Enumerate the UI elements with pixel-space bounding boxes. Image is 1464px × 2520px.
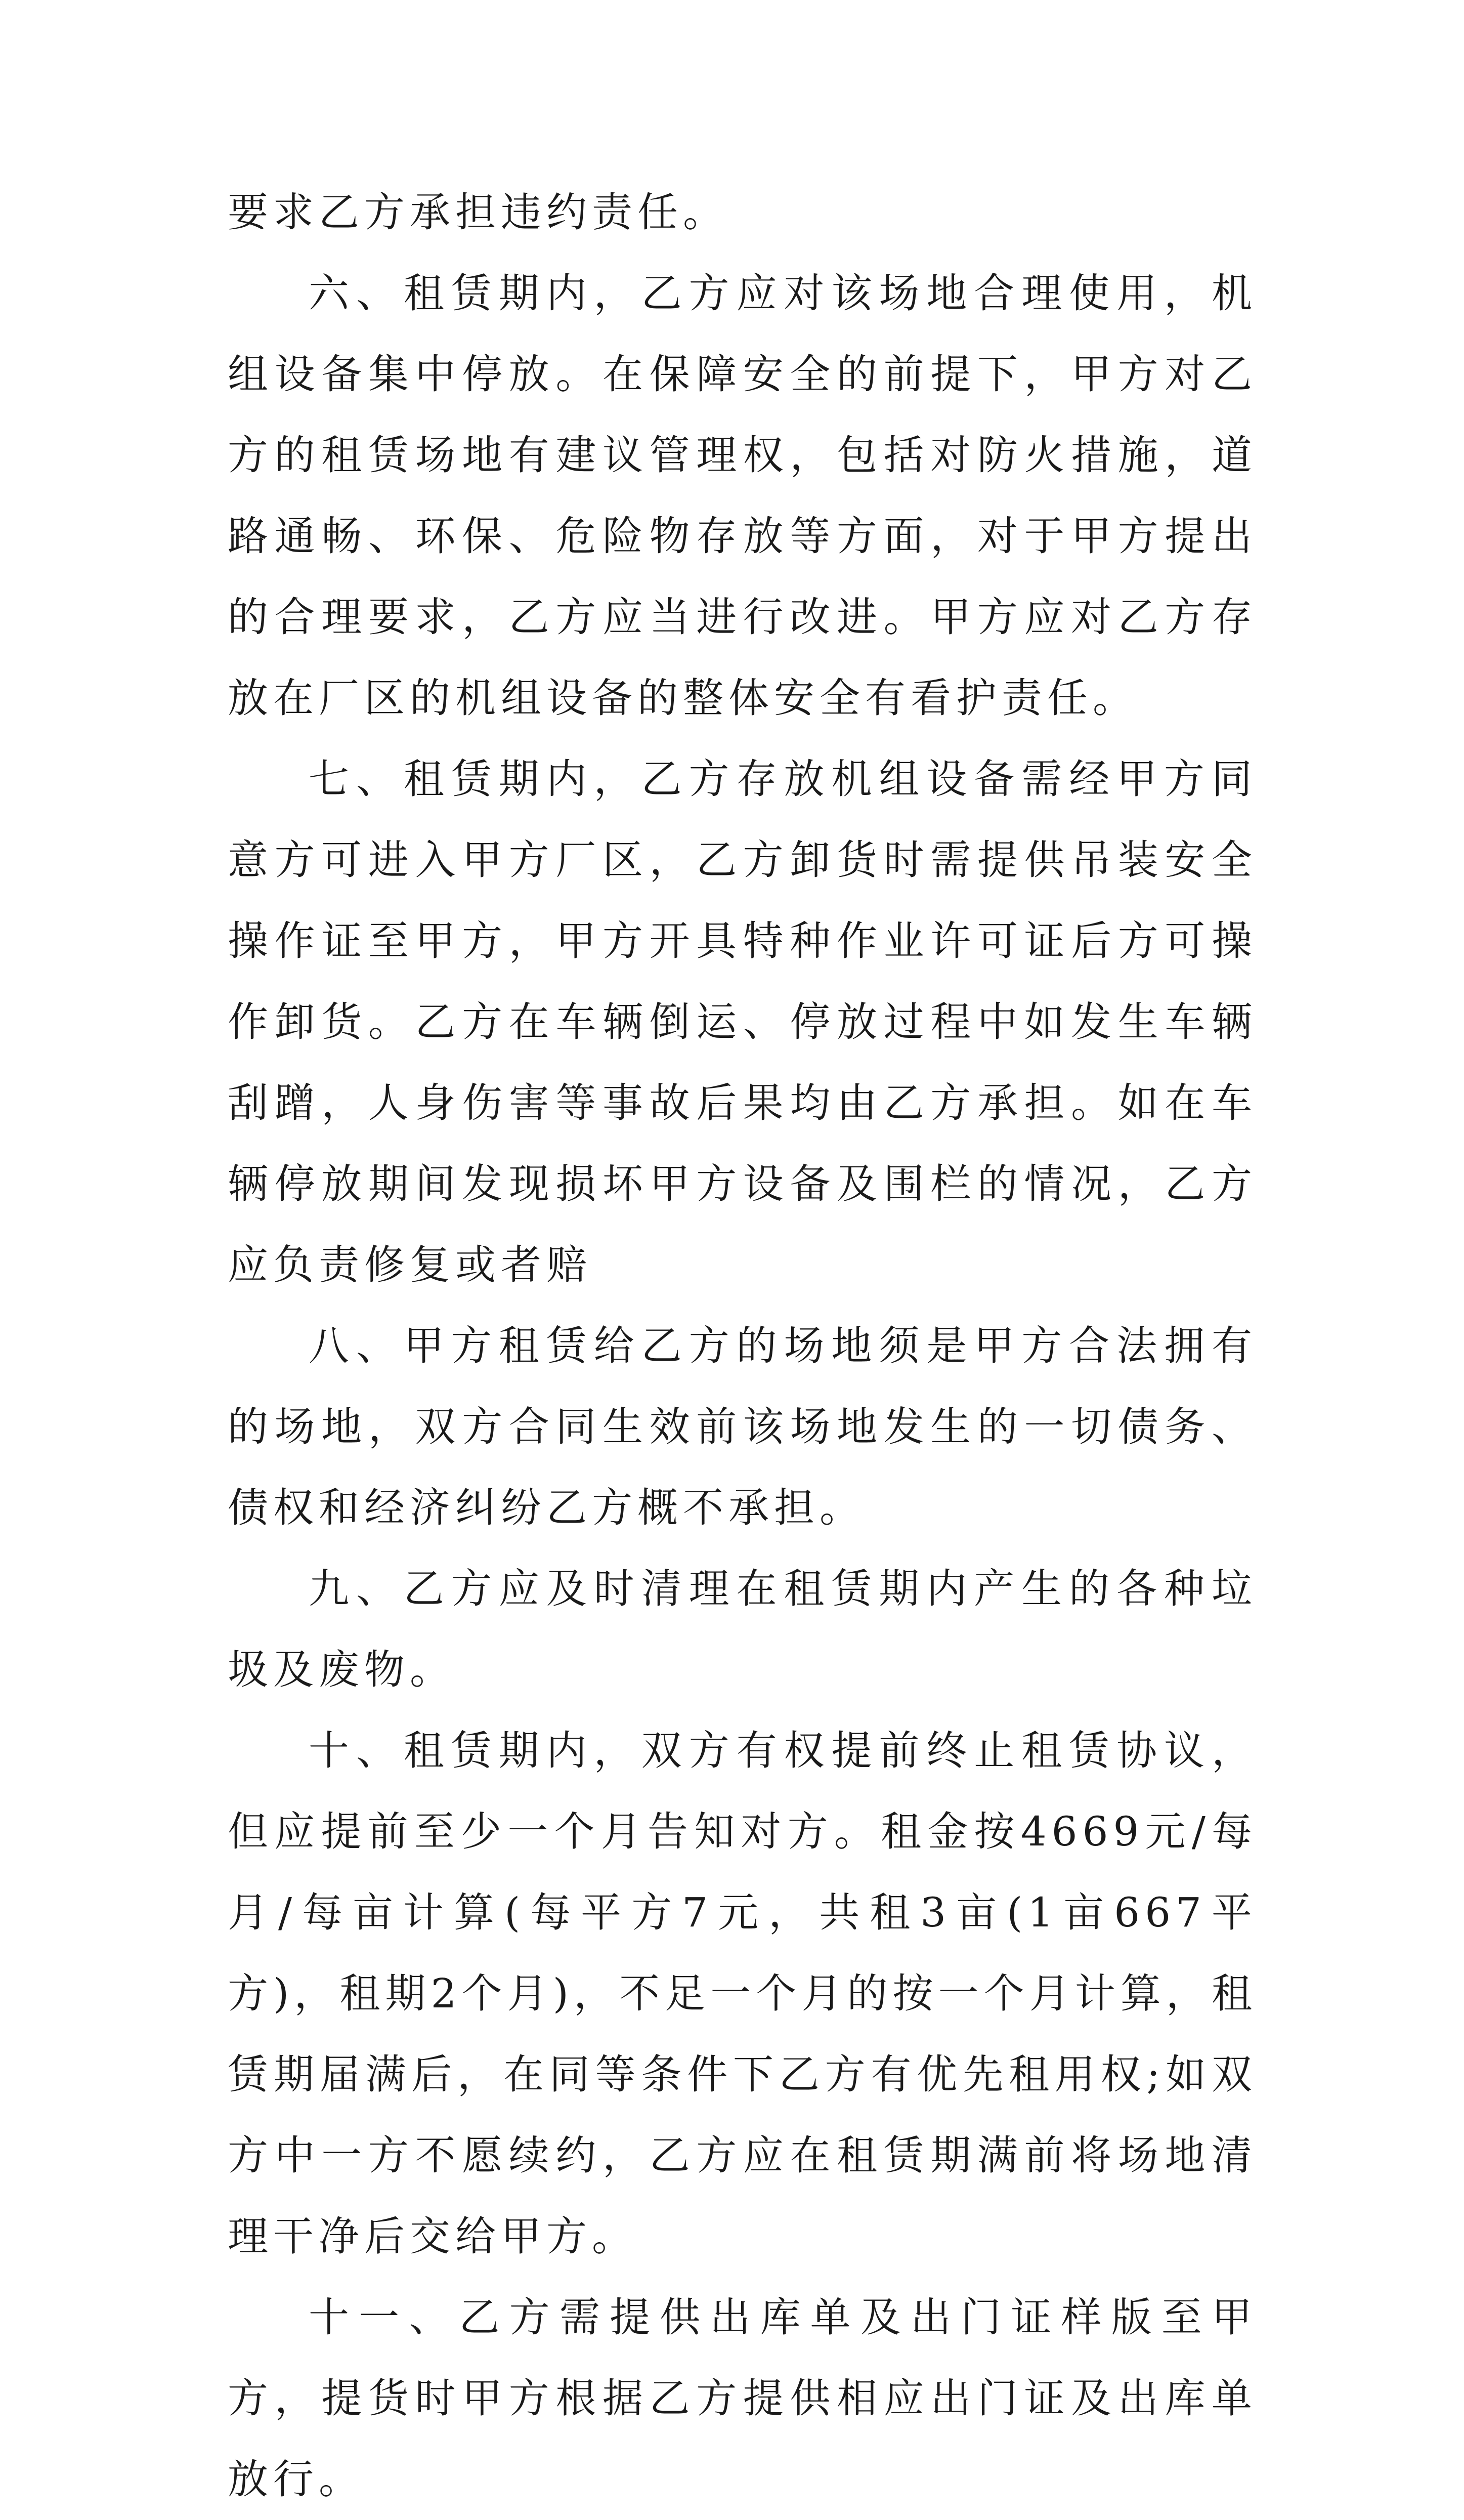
paragraph-clause-11: 十一、乙方需提供出库单及出门证样版至甲方，提货时甲方根据乙方提供相应出门证及出库单放行。 — [228, 2294, 1257, 2503]
paragraph-clause-7: 七、租赁期内，乙方存放机组设备需经甲方同意方可进入甲方厂区，乙方卸货时需提供吊装安全操作证至甲方，甲方开具特种作业许可证后方可操作卸货。乙方在车辆倒运、停放过程中如发生车辆刮蹭，人身伤害等事故后果均由乙方承担。如在车辆停放期间发现损坏甲方设备及围栏的情况，乙方应负责修复或者赔 — [228, 755, 1257, 1288]
paragraph-clause-10: 十、租赁期内，双方有权提前终止租赁协议，但应提前至少一个月告知对方。租金按4669元/每月/每亩计算(每平方7元，共租3亩(1亩667平方)，租期2个月)，不足一个月的按一个月计算，租赁期届满后，在同等条件下乙方有优先租用权;如双方中一方不愿续约，乙方应在租赁期满前将场地清理干净后交给甲方。 — [228, 1727, 1257, 2260]
paragraph-clause-8: 八、甲方租赁给乙方的场地须是甲方合法拥有的场地，双方合同生效前该场地发生的一切债务、债权和经济纠纷乙方概不承担。 — [228, 1322, 1257, 1531]
paragraph-clause-6: 六、租赁期内，乙方应对该场地合理使用，机组设备集中停放。在保障安全的前提下，甲方对乙方的租赁场地有建议管理权，包括对防火措施，道路通畅、环保、危险物存放等方面，对于甲方提出的合理要求，乙方应当进行改进。甲方应对乙方存放在厂区的机组设备的整体安全有看护责任。 — [228, 270, 1257, 722]
paragraph-continuation: 要求乙方承担违约责任。 — [228, 189, 728, 236]
document-body — [228, 172, 1257, 2520]
paragraph-clause-9: 九、乙方应及时清理在租赁期内产生的各种垃圾及废物。 — [228, 1565, 1257, 1693]
